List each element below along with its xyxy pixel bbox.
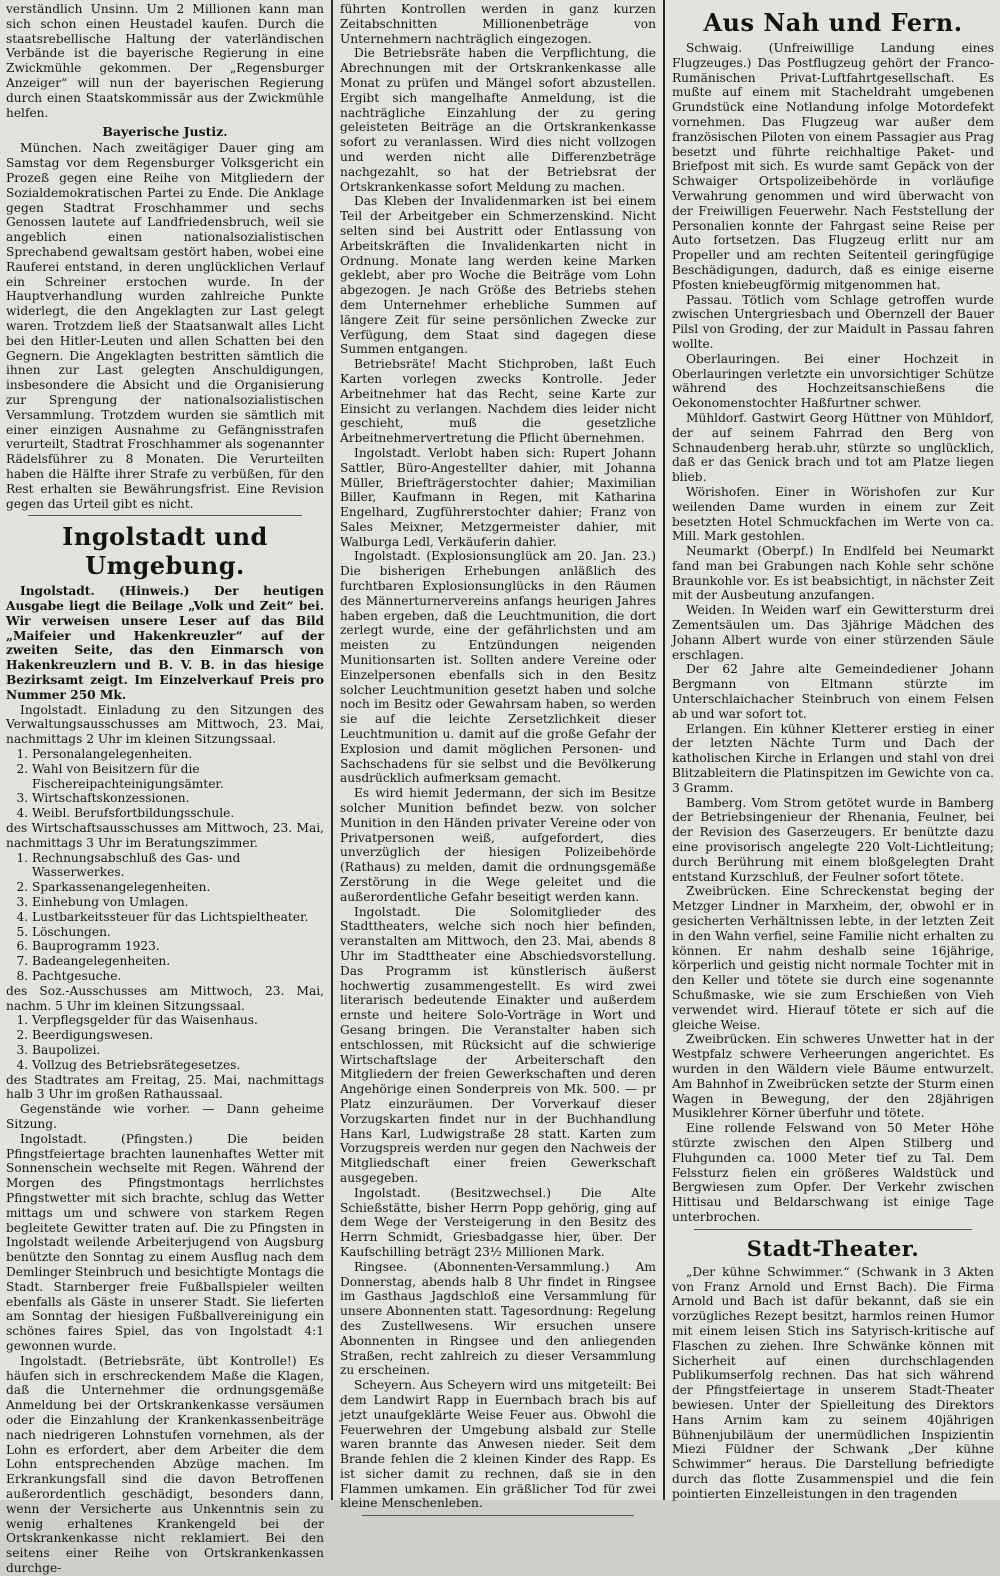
column-rule — [331, 0, 333, 1500]
list-item: 1. Rechnungsabschluß des Gas- und Wasserwerkes. — [32, 851, 324, 881]
column-middle — [334, 0, 662, 1511]
article-pfingsten: Ingolstadt. (Pfingsten.) Die beiden Pfingstfeiertage brachten launenhaftes Wetter mit Sonnenschein wechselte mit Regen. Während der Morgen des Pfingstmontags herrlichstes Pfingstwetter mit sich brachte, schlug das Wetter mittags um und schwere von starkem Regen begleitete Gewitter traten auf. Die zu Pfingsten in Ingolstadt weilende Arbeiterjugend von Augsburg benützte den Sonntag zu einem Ausflug nach dem Demlinger Steinbruch und besichtigte Montags die Stadt. Starnberger freie Fußballspieler weilten ebenfalls als Gäste in unserer Stadt. Sie lieferten am Sonntag der hiesigen Fußballvereinigung ein schönes faires Spiel, das von Ingolstadt 4:1 gewonnen wurde. — [6, 1131, 324, 1353]
article-solomitglieder: Ingolstadt. Die Solomitglieder des Stadttheaters, welche sich noch hier befinden, veranstalten am Mittwoch, den 23. Mai, abends 8 Uhr im Stadttheater eine Abschiedsvorstellung. Das Programm ist künstlerisch äußerst hochwertig zusammengestellt. Es wird zwei literarisch bedeutende Einakter und außerdem ernste und heitere Solo-Vorträge in Wort und Gesang bringen. Die Veranstalter haben sich entschlossen, mit Rücksicht auf die schwierige Wirtschaftslage der Arbeiterschaft den Mitgliedern der freien Gewerkschaften und deren Angehörige einen Sonderpreis von Mk. 500. — pr Platz einzuräumen. Der Vorverkauf dieser Vorzugskarten findet nur in der Buchhandlung Hans Karl, Ludwigstraße 28 statt. Karten zum Vorzugspreis werden nur gegen den Nachweis der Mitgliedschaft einer freien Gewerkschaft ausgegeben. — [340, 904, 656, 1185]
list-item: 2. Sparkassenangelegenheiten. — [32, 880, 324, 895]
article-ringsee: Ringsee. (Abonnenten-Versammlung.) Am Donnerstag, abends halb 8 Uhr findet in Ringsee im Gasthaus Jagdschloß eine Versammlung für unsere Abonnenten statt. Tagesordnung: Regelung des Zustellwesens. Wir ersuchen unsere Abonnenten in Ringsee und den anliegenden Straßen, recht zahlreich zu dieser Versammlung zu erscheinen. — [340, 1259, 656, 1378]
sitzungen-intro: Ingolstadt. Einladung zu den Sitzungen des Verwaltungsausschusses am Mittwoch, 23. Mai, nachmittags 2 Uhr im kleinen Sitzungssaal. — [6, 702, 324, 747]
list-item: 3. Einhebung von Umlagen. — [32, 895, 324, 910]
stadtrat-intro: des Stadtrates am Freitag, 25. Mai, nachmittags halb 3 Uhr im großen Rathaussaal. — [6, 1072, 324, 1102]
list-item: 2. Beerdigungswesen. — [32, 1028, 324, 1043]
article-gemeindediener: Der 62 Jahre alte Gemeindediener Johann Bergmann von Eltmann stürzte im Unterschlaichacher Steinbruch von einem Felsen ab und war sofort tot. — [672, 662, 994, 721]
list-item: 3. Baupolizei. — [32, 1043, 324, 1058]
article-bayerische-justiz: München. Nach zweitägiger Dauer ging am Samstag vor dem Regensburger Volksgericht ein Prozeß gegen eine Reihe von Mitgliedern der Sozialdemokratischen Partei zu Ende. Die Anklage gegen Stadtrat Froschhammer und sechs Genossen lautete auf Landfriedensbruch, weil sie angeblich einen nationalsozialistischen Sprechabend gewaltsam gestört haben, wobei eine Rauferei entstand, in deren unglücklichen Verlauf ein Schreiner erstochen wurde. In der Hauptverhandlung wurden zahlreiche Punkte widerlegt, die den Angeklagten zur Last gelegt waren. Trotzdem ließ der Staatsanwalt alles Licht bei den Hitler-Leuten und allen Schatten bei den Gegnern. Die Angeklagten bestritten sämtlich die ihnen zur Last gelegten Anschuldigungen, insbesondere die Absicht und die Organisierung zur Sprengung der nationalsozialistischen Versammlung. Trotzdem wurden sie sämtlich mit einer einzigen Ausnahme zu Gefängnisstrafen verurteilt, Stadtrat Froschhammer als sogenannter Rädelsführer zu 8 Monaten. Die Verurteilten haben die Hälfte ihrer Strafe zu verbüßen, für den Rest erhalten sie Bewährungsfrist. Eine Revision gegen das Urteil gibt es nicht. — [6, 141, 324, 511]
section-heading-theater: Stadt-Theater. — [746, 1235, 920, 1261]
article-muehldorf: Mühldorf. Gastwirt Georg Hüttner von Mühldorf, der auf seinem Fahrrad den Berg von Schnaudenberg herab.uhr, stürzte so unglücklich, daß er das Genick brach und tot am Platze liegen blieb. — [672, 410, 994, 485]
section-heading-ingolstadt: Ingolstadt und Umgebung. — [62, 522, 268, 581]
list-item: 8. Pachtgesuche. — [32, 969, 324, 984]
column-left — [0, 0, 330, 1575]
article-passau: Passau. Tötlich vom Schlage getroffen wurde zwischen Untergriesbach und Obernzell der Bauer Pilsl von Groding, der zur Maidult in Passau fahren wollte. — [672, 292, 994, 351]
article-stichproben: Betriebsräte! Macht Stichproben, laßt Euch Karten vorlegen zwecks Kontrolle. Jeder Arbeitnehmer hat das Recht, seine Karte zur Einsicht zu verlangen. Nachdem dies leider nicht geschieht, muß die gesetzliche Arbeitnehmervertretung die Pflicht übernehmen. — [340, 357, 656, 446]
soz-intro: des Soz.-Ausschusses am Mittwoch, 23. Mai, nachm. 5 Uhr im kleinen Sitzungssaal. — [6, 983, 324, 1013]
article-betriebsraete: Ingolstadt. (Betriebsräte, übt Kontrolle!) Es häufen sich in erschreckendem Maße die Klagen, daß die Unternehmer die ordnungsgemäße Anmeldung bei der Ortskrankenkasse versäumen oder die Einzahlung der Krankenkassenbeiträge nach niedrigeren Lohnstufen vornehmen, als der Lohn es erfordert, aber dem Arbeiter die dem Lohn entsprechenden Abzüge machen. Im Erkrankungsfall sind die davon Betroffenen außerordentlich geschädigt, besonders dann, wenn der Versicherte aus Unkenntnis sein zu wenig erhaltenes Krankengeld bei der Ortskrankenkasse nicht reklamiert. Bei den seitens einer Reihe von Ortskrankenkassen durchge- — [6, 1353, 324, 1575]
divider — [28, 515, 302, 516]
list-item: 1. Verpflegsgelder für das Waisenhaus. — [32, 1013, 324, 1028]
article-hinweis: Ingolstadt. (Hinweis.) Der heutigen Ausgabe liegt die Beilage „Volk und Zeit“ bei. Wir verweisen unsere Leser auf das Bild „Maifeier und Hakenkreuzler“ auf der zweiten Seite, das den Einmarsch von Hakenkreuzlern und B. V. B. in das hiesige Bezirksamt zeigt. Im Einzelverkauf Preis pro Nummer 250 Mk. — [6, 584, 324, 702]
list-item: 4. Vollzug des Betriebsrätegesetzes. — [32, 1058, 324, 1073]
article-besitzwechsel: Ingolstadt. (Besitzwechsel.) Die Alte Schießstätte, bisher Herrn Popp gehörig, ging auf dem Wege der Versteigerung in den Besitz des Herrn Schmidt, Griesbadgasse hier, über. Der Kaufschilling beträgt 23½ Millionen Mark. — [340, 1185, 656, 1259]
divider — [694, 1229, 972, 1230]
article-kontrollen: führten Kontrollen werden in ganz kurzen Zeitabschnitten Millionenbeträge von Unternehmern nachträglich eingezogen. — [340, 2, 656, 46]
article-schwaig: Schwaig. (Unfreiwillige Landung eines Flugzeuges.) Das Postflugzeug gehört der Franco-Rumänischen Privat-Luftfahrtgesellschaft. Es mußte auf einem mit Stacheldraht umgebenen Grundstück eine Notlandung infolge Motordefekt vornehmen. Das Flugzeug war außer dem französischen Piloten von einem Passagier aus Prag besetzt und führte reichhaltige Paket- und Briefpost mit sich. Es wurde samt Gepäck von der Schwaiger Ortspolizeibehörde in vorläufige Verwahrung genommen und wird überwacht von der Freiwilligen Feuerwehr. Nach Feststellung der Personalien konnte der Fahrgast seine Reise per Auto fortsetzen. Das Flugzeug erlitt nur am Propeller und am rechten Seitenteil geringfügige Beschädigungen, dadurch, daß es einige eiserne Pfosten kniebeugförmig mitgenommen hat. — [672, 41, 994, 292]
list-item: 2. Wahl von Beisitzern für die Fischereipachteinigungsämter. — [32, 762, 324, 792]
article-invalidenmarken: Das Kleben der Invalidenmarken ist bei einem Teil der Arbeitgeber ein Schmerzenskind. Nicht selten sind bei Austritt oder Entlassung von Arbeitskräften die Invalidenkarten nicht in Ordnung. Monate lang werden keine Marken geklebt, aber pro Woche die Beiträge vom Lohn abgezogen. Je nach Größe des Betriebs stehen dem Unternehmer erhebliche Summen auf längere Zeit für seine persönlichen Zwecke zur Verfügung, dem Staat sind dagegen diese Summen entgangen. — [340, 194, 656, 357]
article-betriebsraete-pflicht: Die Betriebsräte haben die Verpflichtung, die Abrechnungen mit der Ortskrankenkasse alle Monat zu prüfen und Mängel sofort abzustellen. Ergibt sich mangelhafte Anmeldung, ist die nachträgliche Einzahlung der zu gering geleisteten Beiträge an die Ortskrankenkasse sofort zu veranlassen. Wird dies nicht vollzogen und werden nicht alle Differenzbeträge nachgezahlt, so hat der Betriebsrat der Ortskrankenkasse sofort Meldung zu machen. — [340, 46, 656, 194]
article-theater: „Der kühne Schwimmer.“ (Schwank in 3 Akten von Franz Arnold und Ernst Bach). Die Firma Arnold und Bach ist dafür bekannt, daß sie ein vorzügliches Rezept besitzt, harmlos reinen Humor mit einem leisen Stich ins Satyrisch-kritische auf Flaschen zu ziehen. Ihre Schwänke können mit Sicherheit auf einen durchschlagenden Publikumserfolg rechnen. Das hat sich während der Pfingstfeiertage in unserem Stadt-Theater bewiesen. Unter der Spielleitung des Direktors Hans Arnim kam zu seinem 40jährigen Bühnenjubiläum der unermüdlichen Inspizientin Miezi Füldner der Schwank „Der kühne Schwimmer“ heraus. Die Darstellung befriedigte durch das flotte Zusammenspiel und die fein pointierten Einzelleistungen in den tragenden — [672, 1264, 994, 1501]
article-intro: verständlich Unsinn. Um 2 Millionen kann man sich schon einen Heustadel kaufen. Durch die staatsrebellische Haltung der vaterländischen Verbände ist die bayerische Regierung in eine Zwickmühle gekommen. Der „Regensburger Anzeiger“ will nun der bayerischen Regierung durch einen Staatskommissär aus der Zwickmühle helfen. — [6, 2, 324, 120]
article-zweibruecken-1: Zweibrücken. Eine Schreckenstat beging der Metzger Lindner in Marxheim, der, obwohl er in gesicherten Verhältnissen lebte, in der letzten Zeit in den Wahn verfiel, seine Familie nicht erhalten zu können. Er nahm deshalb seine 16jährige, körperlich und geistig nicht normale Tochter mit in den Keller und tötete sie durch eine sogenannte Schußmaske, wie sie zum Erschießen von Vieh verwendet wird. Hierauf tötete er sich auf die gleiche Weise. — [672, 884, 994, 1032]
list-item: 4. Lustbarkeitssteuer für das Lichtspieltheater. — [32, 910, 324, 925]
article-jedermann: Es wird hiemit Jedermann, der sich im Besitze solcher Munition befindet bezw. von solcher Munition in den Händen privater Vereine oder von Privatpersonen weiß, aufgefordert, dies unverzüglich der hiesigen Polizeibehörde (Rathaus) zu melden, damit die ordnungsgemäße Zerstörung in die Wege geleitet und die außerordentliche Gefahr beseitigt werden kann. — [340, 786, 656, 904]
article-oberlauringen: Oberlauringen. Bei einer Hochzeit in Oberlauringen verletzte ein unvorsichtiger Schütze während des Hochzeitsanschießens die Oekonomenstochter Haßfurtner schwer. — [672, 351, 994, 411]
list-item: 5. Löschungen. — [32, 925, 324, 940]
article-neumarkt: Neumarkt (Oberpf.) In Endlfeld bei Neumarkt fand man bei Grabungen nach Kohle sehr schöne Braunkohle vor. Es ist beabsichtigt, in nächster Zeit mit der Ausbeutung anzufangen. — [672, 544, 994, 603]
column-rule — [663, 0, 665, 1500]
heading-bayerische-justiz: Bayerische Justiz. — [102, 124, 228, 140]
article-zweibruecken-2: Zweibrücken. Ein schweres Unwetter hat in der Westpfalz schwere Verheerungen angerichtet. Es wurden in den Wäldern viele Bäume entwurzelt. Am Bahnhof in Zweibrücken setzte der Sturm einen Wagen in Bewegung, der den 28jährigen Musiklehrer Körner überfuhr und tötete. — [672, 1032, 994, 1121]
article-woerishofen: Wörishofen. Einer in Wörishofen zur Kur weilenden Dame wurden in einem zur Zeit besetzten Hotel Schmuckfachen im Werte von ca. Mill. Mark gestohlen. — [672, 484, 994, 544]
list-item: 7. Badeangelegenheiten. — [32, 954, 324, 969]
agenda-list-verwaltung — [6, 747, 324, 821]
divider — [362, 1515, 634, 1516]
article-scheyern: Scheyern. Aus Scheyern wird uns mitgeteilt: Bei dem Landwirt Rapp in Euernbach brach bis auf jetzt unaufgeklärte Weise Feuer aus. Obwohl die Feuerwehren der Umgebung alsbald zur Stelle waren brannte das Anwesen nieder. Seit dem Brande fehlen die 2 kleinen Kinder des Rapp. Es ist sicher damit zu rechnen, daß sie in den Flammen umkamen. Ein gräßlicher Tod für zwei kleine Menschenleben. — [340, 1378, 656, 1511]
list-item: 3. Wirtschaftskonzessionen. — [32, 791, 324, 806]
list-item: 1. Personalangelegenheiten. — [32, 747, 324, 762]
article-weiden: Weiden. In Weiden warf ein Gewittersturm drei Zementsäulen um. Das 3jährige Mädchen des Johann Albert wurde von einer stürzenden Säule erschlagen. — [672, 603, 994, 662]
agenda-list-wirtschaft — [6, 851, 324, 984]
article-verlobt: Ingolstadt. Verlobt haben sich: Rupert Johann Sattler, Büro-Angestellter dahier, mit Johanna Müller, Briefträgerstochter dahier; Maximilian Biller, Kaufmann in Regen, mit Katharina Engelhard, Zugführerstochter dahier; Franz von Sales Meixner, Metzgermeister dahier, mit Walburga Ledl, Verkäuferin dahier. — [340, 445, 656, 549]
column-right — [666, 0, 1000, 1500]
wirtschaft-intro: des Wirtschaftsausschusses am Mittwoch, 23. Mai, nachmittags 3 Uhr im Beratungszimmer. — [6, 821, 324, 850]
article-erlangen: Erlangen. Ein kühner Kletterer erstieg in einer der letzten Nächte Turm und Dach der katholischen Kirche in Erlangen und stahl von drei Blitzableitern die Platinspitzen im Gewichte von ca. 3 Gramm. — [672, 721, 994, 795]
list-item: 6. Bauprogramm 1923. — [32, 939, 324, 954]
list-item: 4. Weibl. Berufsfortbildungsschule. — [32, 806, 324, 821]
article-felswand: Eine rollende Felswand von 50 Meter Höhe stürzte zwischen den Alpen Stilberg und Fluhgunden ca. 1000 Meter tief zu Tal. Dem Felssturz fielen ein größeres Waldstück und Bergwiesen zum Opfer. Der Verkehr zwischen Hittisau und Beldarschwang ist einige Tage unterbrochen. — [672, 1121, 994, 1224]
agenda-list-soz — [6, 1013, 324, 1072]
section-heading-nah-fern: Aus Nah und Fern. — [703, 8, 963, 37]
article-bamberg: Bamberg. Vom Strom getötet wurde in Bamberg der Betriebsingenieur der Rhenania, Feulner, bei der Revision des Gaserzeugers. Er benützte dazu eine provisorisch angelegte 220 Volt-Lichtleitung; durch Berührung mit einem bloßgelegten Draht entstand Kurzschluß, der Feulner sofort tötete. — [672, 795, 994, 884]
gegenstaende: Gegenstände wie vorher. — Dann geheime Sitzung. — [6, 1102, 324, 1131]
article-explosion: Ingolstadt. (Explosionsunglück am 20. Jan. 23.) Die bisherigen Erhebungen anläßlich des furchtbaren Explosionsunglücks in den Räumen des Männerturnervereins anfangs heurigen Jahres haben ergeben, daß die Leuchtmunition, die dort zerlegt wurde, eine der gefährlichsten und am meisten zu Entzündungen neigenden Munitionsarten ist. Sollten andere Vereine oder Einzelpersonen ebenfalls sich in den Besitz solcher Leuchtmunition gesetzt haben und solche noch im Besitz oder Gewahrsam haben, so werden sie auf die leichte Zersetzlichkeit dieser Leuchtmunition u. damit auf die große Gefahr der Explosion und damit möglichen Personen- und Sachschadens für sie selbst und die Bevölkerung ausdrücklich aufmerksam gemacht. — [340, 549, 656, 786]
